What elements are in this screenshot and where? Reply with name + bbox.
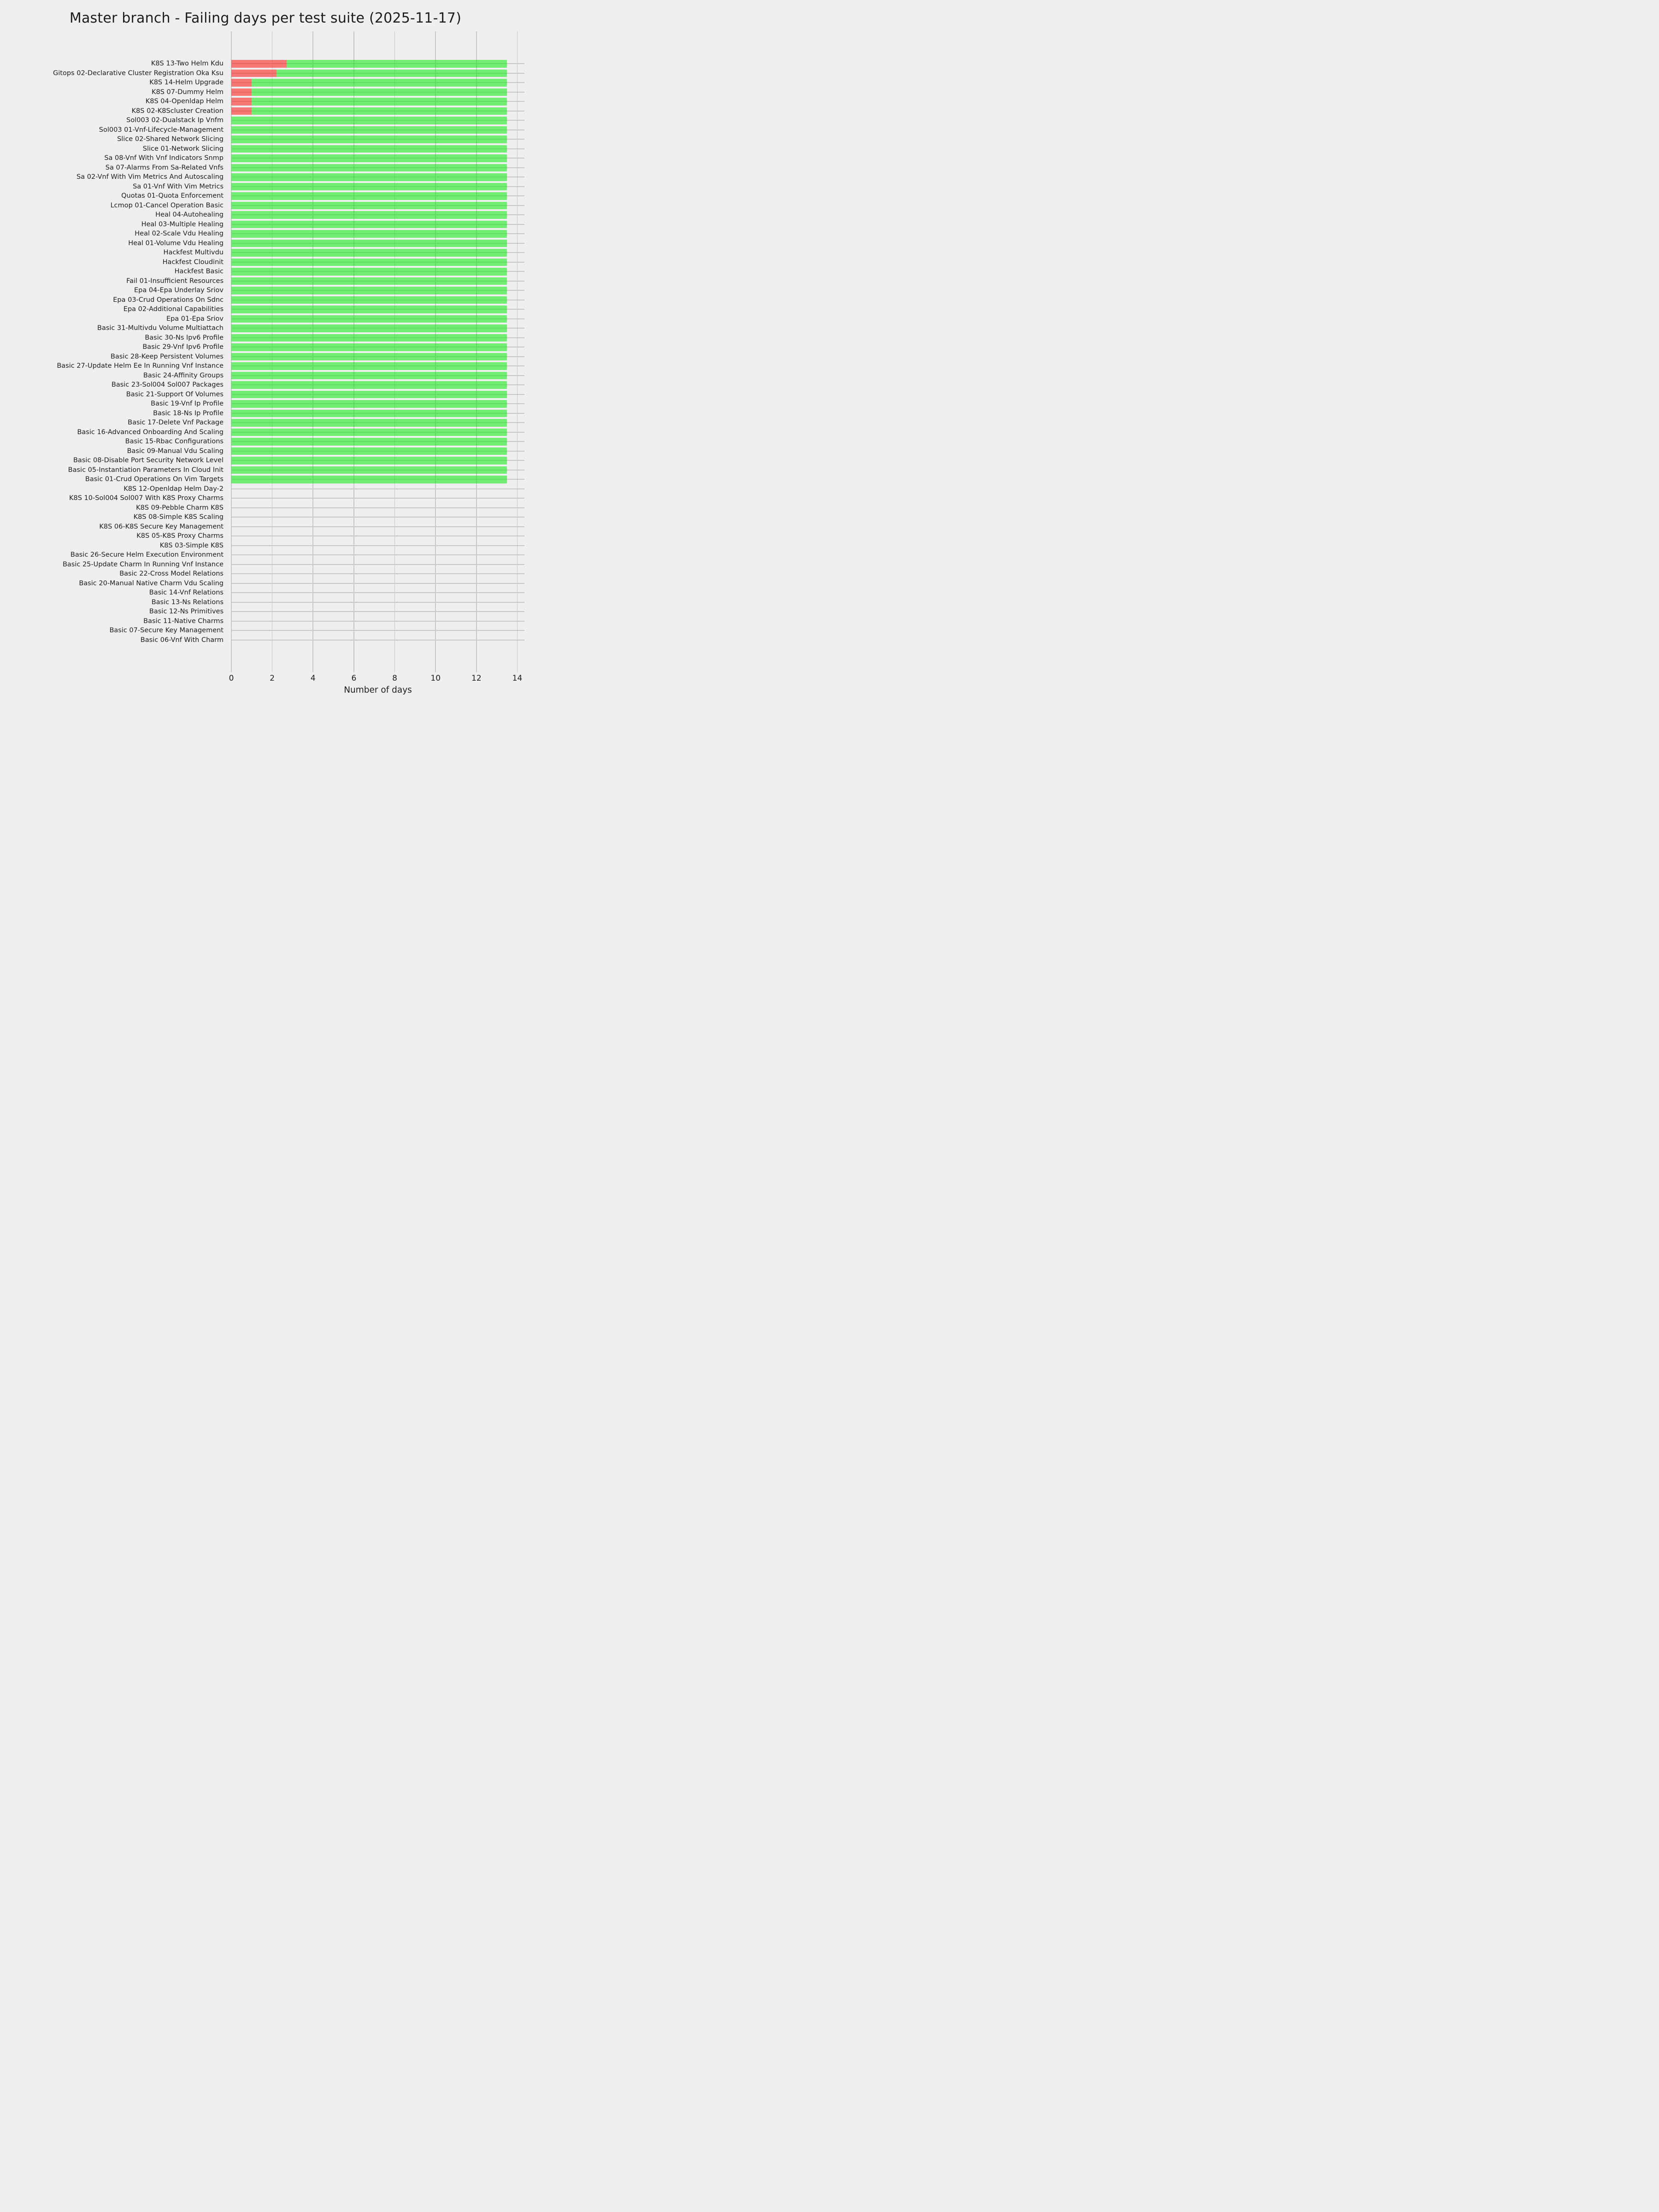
failing-segment (231, 88, 252, 96)
y-category-label: Basic 21-Support Of Volumes (126, 390, 224, 398)
stacked-bar (231, 400, 507, 408)
stacked-bar (231, 249, 507, 257)
passing-segment (231, 438, 507, 446)
horizontal-gridline (231, 517, 524, 518)
bar-row (231, 503, 524, 513)
y-category-label: Sol003 01-Vnf-Lifecycle-Management (99, 126, 224, 134)
bar-row (231, 635, 524, 645)
horizontal-gridline (231, 592, 524, 593)
horizontal-gridline (231, 545, 524, 546)
bar-row (231, 305, 524, 314)
passing-segment (231, 391, 507, 399)
y-category-label: Sa 08-Vnf With Vnf Indicators Snmp (104, 154, 224, 162)
y-category-label: K8S 04-Openldap Helm (145, 98, 224, 105)
bar-row (231, 106, 524, 116)
horizontal-gridline (231, 640, 524, 641)
x-tick-label: 12 (471, 674, 482, 683)
passing-segment (231, 353, 507, 361)
y-category-label: Basic 31-Multivdu Volume Multiattach (97, 324, 224, 332)
passing-segment (231, 240, 507, 247)
bar-row (231, 172, 524, 182)
stacked-bar (231, 429, 507, 436)
y-category-label: K8S 07-Dummy Helm (151, 88, 224, 96)
x-tick-label: 14 (512, 674, 523, 683)
bar-row (231, 258, 524, 267)
y-category-label: K8S 14-Helm Upgrade (149, 79, 224, 86)
stacked-bar (231, 391, 507, 399)
stacked-bar (231, 353, 507, 361)
bar-row (231, 428, 524, 437)
stacked-bar (231, 230, 507, 238)
bar-row (231, 371, 524, 381)
y-category-label: Basic 24-Affinity Groups (143, 371, 224, 379)
passing-segment (231, 334, 507, 342)
bar-row (231, 324, 524, 333)
y-category-label: Basic 25-Update Charm In Running Vnf Instance (62, 560, 224, 568)
stacked-bar (231, 202, 507, 210)
bar-row (231, 153, 524, 163)
stacked-bar (231, 107, 507, 115)
y-category-label: Hackfest Basic (174, 268, 224, 275)
bar-row (231, 390, 524, 400)
bar-row (231, 579, 524, 588)
bar-row (231, 522, 524, 532)
horizontal-gridline (231, 583, 524, 584)
stacked-bar (231, 343, 507, 351)
bar-row (231, 286, 524, 295)
stacked-bar (231, 372, 507, 380)
passing-segment (231, 202, 507, 210)
stacked-bar (231, 362, 507, 370)
bar-row (231, 437, 524, 447)
y-category-label: Basic 29-Vnf Ipv6 Profile (142, 343, 224, 351)
passing-segment (231, 447, 507, 455)
bar-row (231, 352, 524, 362)
bar-row (231, 163, 524, 173)
bar-row (231, 210, 524, 220)
y-category-label: Basic 27-Update Helm Ee In Running Vnf Instance (57, 362, 224, 370)
stacked-bar (231, 268, 507, 276)
y-category-label: Basic 09-Manual Vdu Scaling (127, 447, 224, 455)
bar-row (231, 229, 524, 239)
passing-segment (231, 362, 507, 370)
x-axis-title: Number of days (344, 685, 412, 695)
stacked-bar (231, 334, 507, 342)
bar-row (231, 333, 524, 343)
y-category-label: Slice 01-Network Slicing (142, 145, 224, 153)
stacked-bar (231, 192, 507, 200)
y-category-label: K8S 02-K8Scluster Creation (131, 107, 224, 115)
bar-row (231, 465, 524, 475)
bar-row (231, 135, 524, 144)
y-category-label: Sa 01-Vnf With Vim Metrics (133, 182, 224, 190)
passing-segment (252, 107, 507, 115)
stacked-bar (231, 447, 507, 455)
bar-row (231, 69, 524, 78)
y-category-label: Epa 03-Crud Operations On Sdnc (113, 296, 224, 304)
y-category-label: Basic 28-Keep Persistent Volumes (111, 353, 224, 360)
stacked-bar (231, 145, 507, 153)
stacked-bar (231, 476, 507, 483)
stacked-bar (231, 135, 507, 143)
bar-row (231, 456, 524, 465)
y-category-label: Heal 03-Multiple Healing (141, 220, 224, 228)
bar-row (231, 201, 524, 211)
x-tick-label: 10 (430, 674, 441, 683)
y-category-label: Basic 22-Cross Model Relations (119, 570, 224, 577)
y-category-label: Basic 13-Ns Relations (151, 598, 224, 606)
bar-row (231, 550, 524, 560)
x-tick-label: 0 (229, 674, 234, 683)
bar-row (231, 59, 524, 69)
y-category-label: K8S 08-Simple K8S Scaling (133, 513, 224, 521)
y-category-label: Gitops 02-Declarative Cluster Registration Oka Ksu (53, 69, 224, 77)
bar-row (231, 182, 524, 192)
stacked-bar (231, 466, 507, 474)
passing-segment (231, 457, 507, 465)
y-category-label: K8S 05-K8S Proxy Charms (136, 532, 224, 540)
y-category-label: Fail 01-Insufficient Resources (126, 277, 224, 285)
failing-segment (231, 60, 287, 68)
bar-rows (231, 59, 524, 645)
passing-segment (231, 117, 507, 124)
passing-segment (231, 145, 507, 153)
y-category-label: K8S 03-Simple K8S (159, 541, 224, 549)
bar-row (231, 626, 524, 635)
horizontal-gridline (231, 488, 524, 489)
y-category-label: Epa 01-Epa Sriov (166, 315, 224, 323)
stacked-bar (231, 183, 507, 191)
y-category-label: Basic 11-Native Charms (143, 617, 224, 625)
passing-segment (231, 277, 507, 285)
passing-segment (231, 324, 507, 332)
bar-row (231, 248, 524, 258)
y-category-label: Sa 02-Vnf With Vim Metrics And Autoscaling (76, 173, 224, 181)
y-axis-labels (0, 59, 228, 645)
y-category-label: K8S 12-Openldap Helm Day-2 (124, 485, 224, 493)
x-tick-label: 2 (270, 674, 275, 683)
passing-segment (231, 419, 507, 427)
stacked-bar (231, 438, 507, 446)
stacked-bar (231, 88, 507, 96)
bar-row (231, 598, 524, 607)
passing-segment (231, 372, 507, 380)
y-category-label: Basic 06-Vnf With Charm (140, 636, 224, 644)
horizontal-gridline (231, 535, 524, 536)
passing-segment (231, 268, 507, 276)
passing-segment (231, 230, 507, 238)
bar-row (231, 512, 524, 522)
x-tick-label: 6 (351, 674, 357, 683)
bar-row (231, 295, 524, 305)
horizontal-gridline (231, 526, 524, 527)
passing-segment (231, 476, 507, 483)
stacked-bar (231, 259, 507, 266)
passing-segment (231, 410, 507, 418)
y-category-label: Basic 05-Instantiation Parameters In Cloud Init (68, 466, 224, 474)
y-category-label: Basic 01-Crud Operations On Vim Targets (85, 476, 224, 483)
passing-segment (231, 135, 507, 143)
passing-segment (276, 70, 507, 77)
y-category-label: Sa 07-Alarms From Sa-Related Vnfs (105, 164, 224, 171)
y-category-label: Basic 15-Rbac Configurations (125, 438, 224, 445)
passing-segment (252, 98, 507, 106)
y-category-label: Basic 08-Disable Port Security Network Level (73, 457, 224, 464)
bar-row (231, 88, 524, 97)
passing-segment (252, 79, 507, 87)
y-category-label: Slice 02-Shared Network Slicing (117, 135, 224, 143)
y-category-label: Hackfest Cloudinit (162, 258, 224, 266)
y-category-label: Basic 30-Ns Ipv6 Profile (145, 334, 224, 341)
passing-segment (231, 173, 507, 181)
stacked-bar (231, 60, 507, 68)
passing-segment (231, 296, 507, 304)
bar-row (231, 494, 524, 503)
passing-segment (231, 400, 507, 408)
y-category-label: K8S 10-Sol004 Sol007 With K8S Proxy Charms (69, 494, 224, 502)
stacked-bar (231, 79, 507, 87)
y-category-label: Basic 07-Secure Key Management (109, 627, 224, 634)
y-category-label: Basic 14-Vnf Relations (149, 589, 224, 596)
passing-segment (231, 126, 507, 134)
bar-row (231, 541, 524, 551)
y-category-label: K8S 09-Pebble Charm K8S (136, 504, 224, 512)
passing-segment (231, 249, 507, 257)
bar-row (231, 418, 524, 428)
stacked-bar (231, 287, 507, 294)
passing-segment (231, 466, 507, 474)
bar-row (231, 97, 524, 106)
bar-row (231, 607, 524, 617)
passing-segment (231, 154, 507, 162)
passing-segment (231, 381, 507, 389)
failing-segment (231, 79, 252, 87)
stacked-bar (231, 296, 507, 304)
y-category-label: Basic 16-Advanced Onboarding And Scaling (77, 428, 224, 436)
chart-title: Master branch - Failing days per test suite (2025-11-17) (69, 10, 462, 26)
bar-row (231, 475, 524, 484)
bar-row (231, 380, 524, 390)
y-category-label: Basic 23-Sol004 Sol007 Packages (111, 381, 224, 388)
stacked-bar (231, 117, 507, 124)
passing-segment (231, 306, 507, 313)
stacked-bar (231, 306, 507, 313)
bar-row (231, 560, 524, 570)
passing-segment (252, 88, 507, 96)
y-category-label: Quotas 01-Quota Enforcement (121, 192, 224, 200)
y-category-label: K8S 13-Two Helm Kdu (151, 60, 224, 67)
stacked-bar (231, 70, 507, 77)
passing-segment (231, 429, 507, 436)
stacked-bar (231, 164, 507, 172)
y-category-label: Basic 12-Ns Primitives (149, 608, 224, 615)
stacked-bar (231, 98, 507, 106)
figure (0, 0, 531, 708)
y-category-label: Basic 17-Delete Vnf Package (128, 419, 224, 426)
stacked-bar (231, 410, 507, 418)
stacked-bar (231, 381, 507, 389)
x-tick-label: 8 (392, 674, 397, 683)
bar-row (231, 125, 524, 135)
passing-segment (231, 192, 507, 200)
stacked-bar (231, 457, 507, 465)
passing-segment (231, 221, 507, 229)
passing-segment (231, 343, 507, 351)
bar-row (231, 588, 524, 598)
stacked-bar (231, 154, 507, 162)
bar-row (231, 409, 524, 418)
x-tick-label: 4 (310, 674, 316, 683)
y-category-label: Epa 04-Epa Underlay Sriov (134, 287, 224, 294)
stacked-bar (231, 315, 507, 323)
horizontal-gridline (231, 630, 524, 631)
y-category-label: Sol003 02-Dualstack Ip Vnfm (126, 117, 224, 124)
bar-row (231, 116, 524, 125)
stacked-bar (231, 211, 507, 219)
passing-segment (231, 259, 507, 266)
horizontal-gridline (231, 611, 524, 612)
stacked-bar (231, 173, 507, 181)
passing-segment (231, 211, 507, 219)
passing-segment (231, 315, 507, 323)
bar-row (231, 191, 524, 201)
bar-row (231, 239, 524, 248)
bar-row (231, 342, 524, 352)
bar-row (231, 78, 524, 88)
stacked-bar (231, 419, 507, 427)
bar-row (231, 144, 524, 154)
y-category-label: Lcmop 01-Cancel Operation Basic (110, 201, 224, 209)
bar-row (231, 276, 524, 286)
y-category-label: Hackfest Multivdu (163, 249, 224, 256)
y-category-label: Heal 02-Scale Vdu Healing (135, 230, 224, 237)
y-category-label: Basic 19-Vnf Ip Profile (151, 400, 224, 407)
stacked-bar (231, 240, 507, 247)
stacked-bar (231, 126, 507, 134)
y-category-label: K8S 06-K8S Secure Key Management (99, 523, 224, 530)
bar-row (231, 361, 524, 371)
stacked-bar (231, 324, 507, 332)
failing-segment (231, 98, 252, 106)
y-category-label: Basic 20-Manual Native Charm Vdu Scaling (79, 579, 224, 587)
y-category-label: Basic 26-Secure Helm Execution Environment (70, 551, 224, 559)
bar-row (231, 617, 524, 626)
horizontal-gridline (231, 602, 524, 603)
horizontal-gridline (231, 564, 524, 565)
plot-area (231, 31, 524, 672)
failing-segment (231, 107, 252, 115)
bar-row (231, 569, 524, 579)
passing-segment (231, 183, 507, 191)
failing-segment (231, 70, 276, 77)
bar-row (231, 314, 524, 324)
horizontal-gridline (231, 498, 524, 499)
bar-row (231, 447, 524, 456)
bar-row (231, 484, 524, 494)
bar-row (231, 531, 524, 541)
horizontal-gridline (231, 573, 524, 574)
horizontal-gridline (231, 507, 524, 508)
passing-segment (231, 164, 507, 172)
stacked-bar (231, 221, 507, 229)
stacked-bar (231, 277, 507, 285)
passing-segment (287, 60, 507, 68)
horizontal-gridline (231, 621, 524, 622)
passing-segment (231, 287, 507, 294)
bar-row (231, 399, 524, 409)
y-category-label: Heal 04-Autohealing (155, 211, 224, 218)
y-category-label: Heal 01-Volume Vdu Healing (128, 239, 224, 247)
bar-row (231, 267, 524, 276)
y-category-label: Basic 18-Ns Ip Profile (153, 409, 224, 417)
x-axis-tick-labels (231, 674, 524, 684)
horizontal-gridline (231, 554, 524, 555)
bar-row (231, 220, 524, 229)
y-category-label: Epa 02-Additional Capabilities (123, 306, 224, 313)
